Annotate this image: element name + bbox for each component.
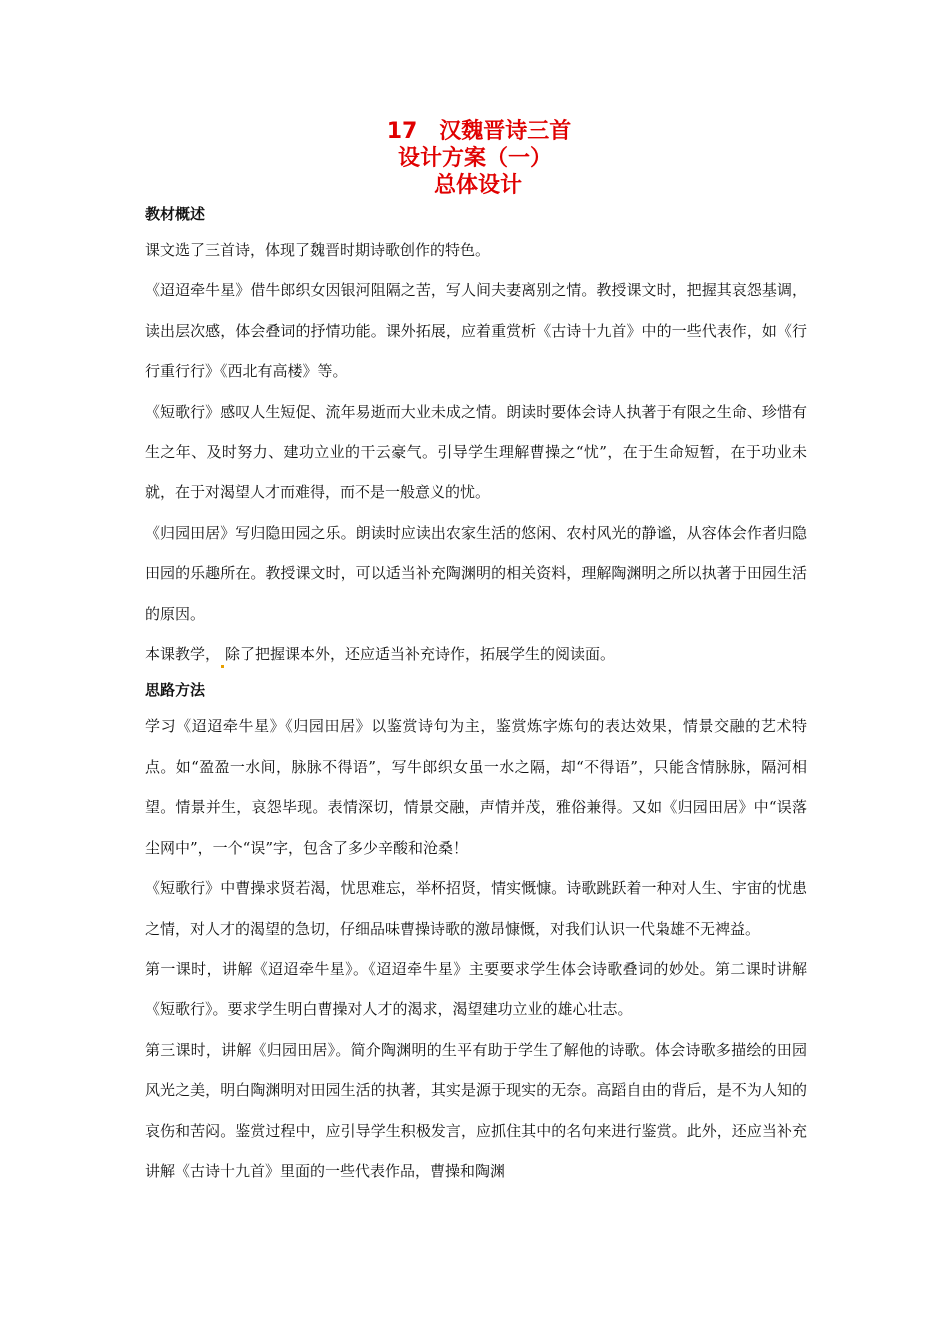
overview-paragraph-5-end: 除了把握课本外，还应适当补充诗作，拓展学生的阅读面。 [225, 645, 616, 664]
method-paragraph-3: 第一课时，讲解《迢迢牵牛星》。《迢迢牵牛星》主要要求学生体会诗歌叠词的妙处。第二课时讲解《短歌行》。要求学生明白曹操对人才的渴求，渴望建功立业的雄心壮志。 [145, 959, 807, 1019]
method-heading: 思路方法 [145, 681, 206, 700]
document-body [145, 198, 807, 1191]
lesson-title: 17 汉魏晋诗三首 [386, 119, 572, 144]
overview-paragraph-2: 《迢迢牵牛星》借牛郎织女因银河阻隔之苦，写人间夫妻离别之情。教授课文时，把握其哀怨基调，读出层次感，体会叠词的抒情功能。课外拓展，应着重赏析《古诗十九首》中的一些代表作，如《行行重行行》《西北有高楼》等。 [145, 281, 807, 381]
overview-paragraph-5 [145, 634, 807, 674]
section-title: 总体设计 [433, 173, 522, 198]
overview-paragraph-4: 《归园田居》写归隐田园之乐。朗读时应读出农家生活的悠闲、农村风光的静谧，从容体会作者归隐田园的乐趣所在。教授课文时，可以适当补充陶渊明的相关资料，理解陶渊明之所以执著于田园生活的原因。 [145, 523, 807, 623]
title-block [0, 118, 950, 199]
overview-paragraph-3: 《短歌行》感叹人生短促、流年易逝而大业未成之情。朗读时要体会诗人执著于有限之生命、珍惜有生之年、及时努力、建功立业的干云豪气。引导学生理解曹操之“忧”，在于生命短暂，在于功业未就，在于对渴望人才而难得，而不是一般意义的忧。 [145, 402, 807, 502]
method-paragraph-2: 《短歌行》中曹操求贤若渴，忧思难忘，举杯招贤，情实慨慷。诗歌跳跃着一种对人生、宇宙的忧患之情，对人才的渴望的急切，仔细品味曹操诗歌的激昂慷慨，对我们认识一代枭雄不无裨益。 [145, 879, 807, 938]
method-paragraph-1: 学习《迢迢牵牛星》《归园田居》以鉴赏诗句为主，鉴赏炼字炼句的表达效果，情景交融的艺术特点。如“盈盈一水间，脉脉不得语”，写牛郎织女虽一水之隔，却“不得语”，只能含情脉脉，隔河相望。情景并生，哀怨毕现。表情深切，情景交融，声情并茂，雅俗兼得。又如《归园田居》中“误落尘网中”，一个“误”字，包含了多少辛酸和沧桑！ [145, 717, 807, 857]
overview-heading: 教材概述 [145, 205, 206, 223]
overview-paragraph-1: 课文选了三首诗，体现了魏晋时期诗歌创作的特色。 [145, 241, 491, 259]
overview-paragraph-5-start: 本课教学， [145, 645, 221, 664]
design-subtitle: 设计方案（一） [397, 146, 552, 171]
marker-dot [221, 665, 224, 668]
method-paragraph-4: 第三课时，讲解《归园田居》。简介陶渊明的生平有助于学生了解他的诗歌。体会诗歌多描绘的田园风光之美，明白陶渊明对田园生活的执著，其实是源于现实的无奈。高蹈自由的背后，是不为人知的哀伤和苦闷。鉴赏过程中，应引导学生积极发言，应抓住其中的名句来进行鉴赏。此外，还应当补充讲解《古诗十九首》里面的一些代表作品，曹操和陶渊 [145, 1040, 807, 1180]
